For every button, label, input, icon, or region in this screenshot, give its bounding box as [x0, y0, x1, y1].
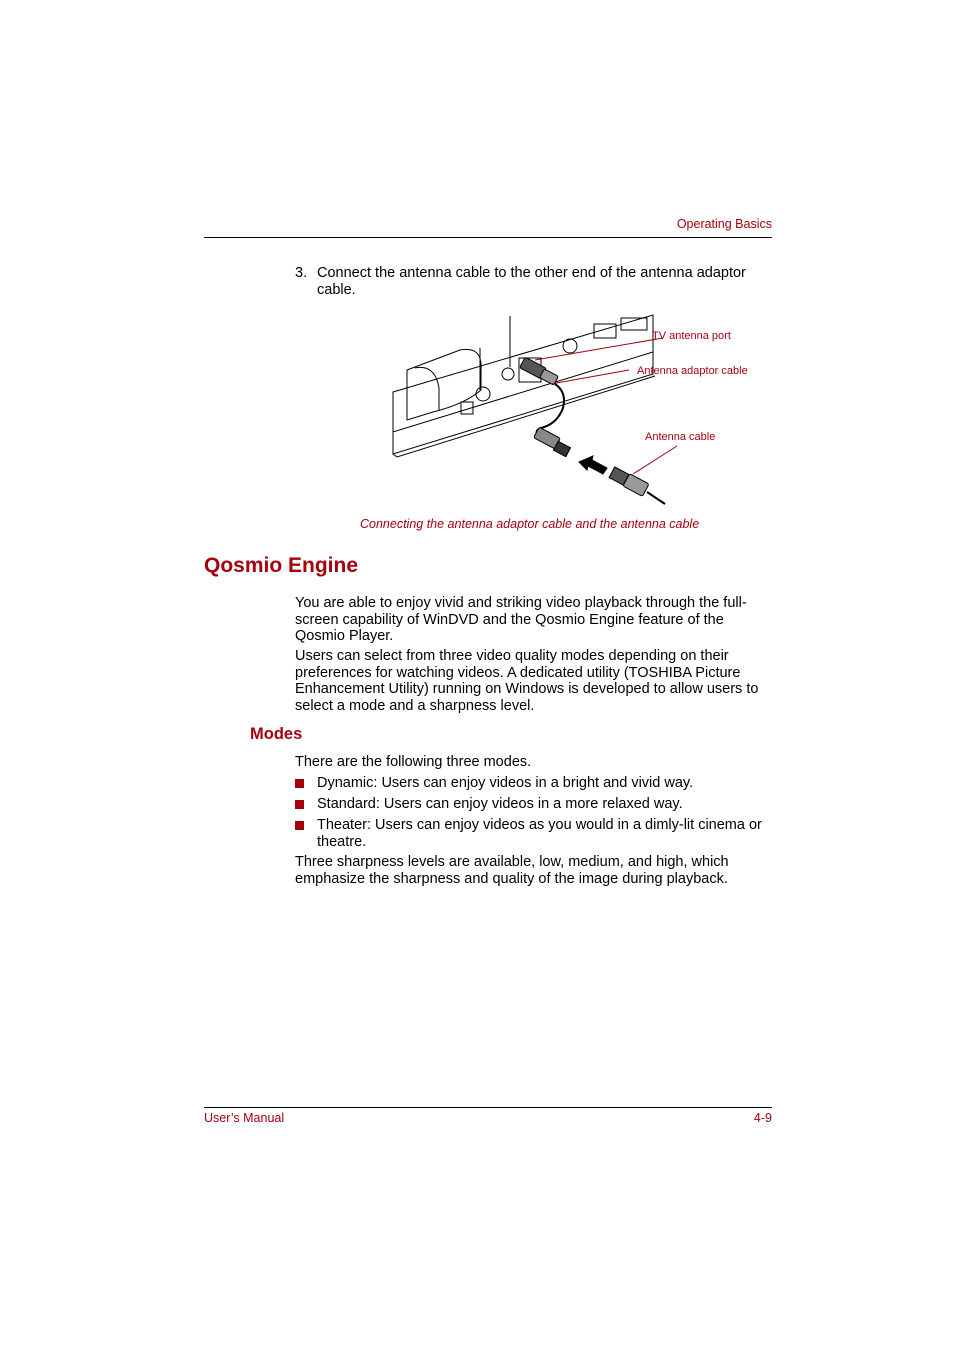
list-item: Dynamic: Users can enjoy videos in a bright and vivid way.: [295, 775, 775, 792]
paragraph-2: Users can select from three video quality modes depending on their preferences for watching videos. A dedicated utility (TOSHIBA Picture Enhancement Utility) running on Windows is developed to allow users to select a mode and a sharpness level.: [295, 648, 759, 714]
leader-tv-antenna-port: [535, 338, 663, 360]
callout-antenna-cable: Antenna cable: [645, 431, 716, 443]
running-header: Operating Basics: [676, 217, 772, 231]
leader-antenna-adaptor-cable: [551, 370, 629, 384]
adaptor-plug: [520, 357, 559, 385]
step-3: [295, 265, 775, 299]
s-video-port: [563, 339, 577, 353]
antenna-cable-connector: [609, 467, 649, 496]
leader-antenna-cable: [633, 446, 677, 474]
callout-antenna-adaptor-cable: Antenna adaptor cable: [637, 365, 748, 377]
section-title: Qosmio Engine: [204, 554, 359, 577]
port-round-1: [476, 387, 490, 401]
bullet-square-icon: [295, 800, 304, 809]
modes-title: Modes: [250, 725, 303, 743]
laptop-rear-illustration: [385, 312, 765, 512]
modes-outro: Three sharpness levels are available, low, medium, and high, which emphasize the sharpness and quality of the image during playback.: [295, 854, 729, 887]
footer-manual-title: User’s Manual: [204, 1111, 285, 1125]
adaptor-end-connector: [534, 427, 571, 457]
paragraph-1: You are able to enjoy vivid and striking video playback through the full-screen capability of WinDVD and the Qosmio Engine feature of the Qosmio Player.: [295, 595, 747, 644]
modes-intro: There are the following three modes.: [295, 754, 532, 770]
step-number: 3.: [295, 265, 308, 281]
list-item: Theater: Users can enjoy videos as you would in a dimly-lit cinema or theatre.: [295, 817, 775, 850]
step-text: Connect the antenna cable to the other end of the antenna adaptor cable.: [317, 265, 746, 298]
page-number: 4-9: [753, 1111, 772, 1125]
header-rule: [204, 237, 772, 238]
insert-arrow: [579, 456, 607, 474]
antenna-connection-figure: [385, 312, 765, 512]
port-round-2: [502, 368, 514, 380]
footer-rule: [204, 1107, 772, 1108]
figure-caption: Connecting the antenna adaptor cable and the antenna cable: [360, 517, 700, 531]
bullet-square-icon: [295, 821, 304, 830]
antenna-cable: [647, 492, 665, 504]
list-item: Standard: Users can enjoy videos in a more relaxed way.: [295, 796, 775, 813]
bullet-square-icon: [295, 779, 304, 788]
callout-tv-antenna-port: TV antenna port: [652, 330, 731, 342]
